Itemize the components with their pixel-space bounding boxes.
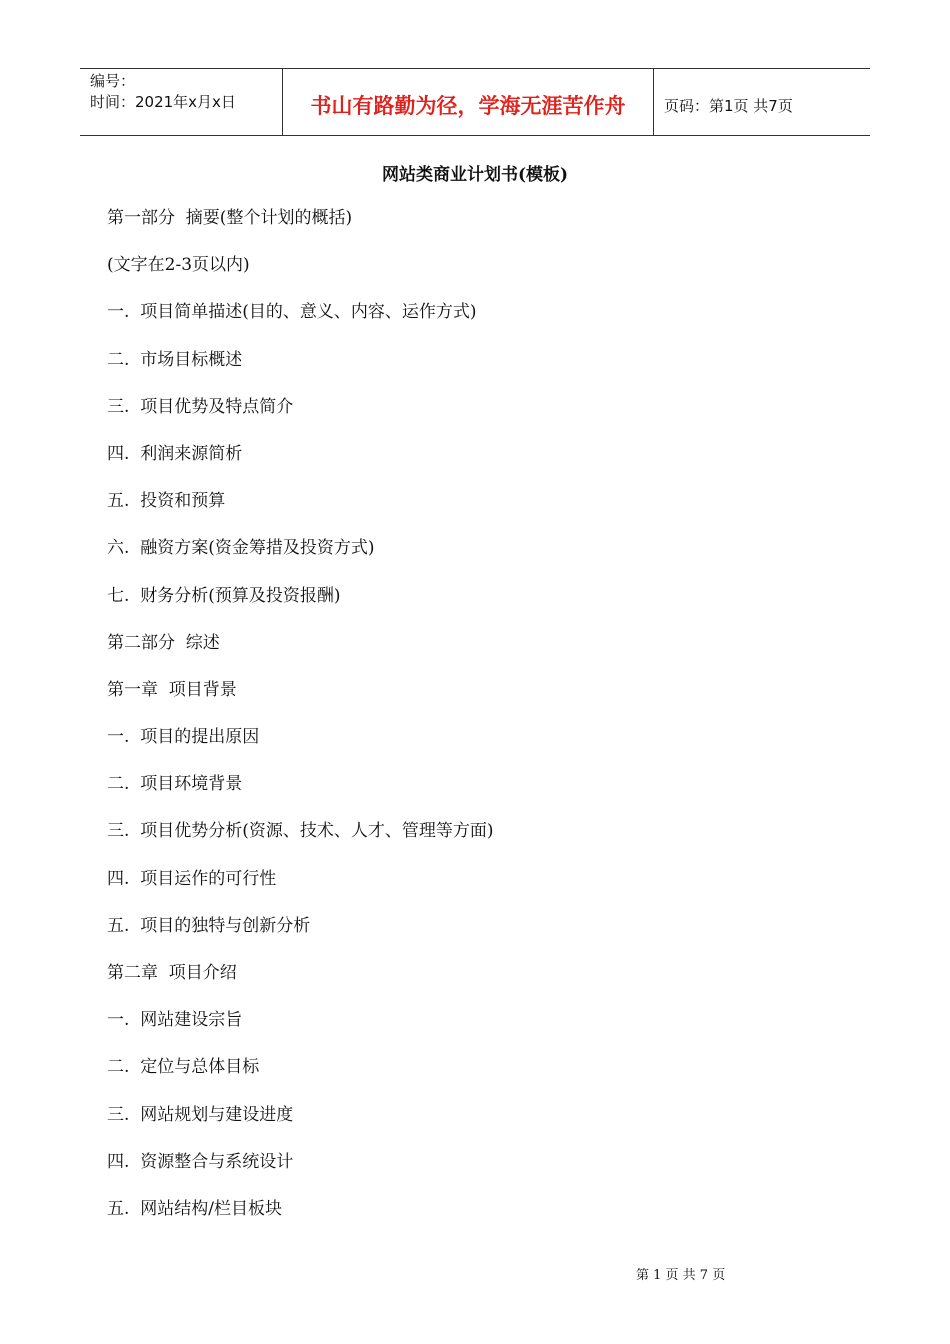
time-label: 时间：2021年x月x日 [90, 93, 236, 111]
number-label: 编号： [90, 72, 136, 90]
body-line: 四. 项目运作的可行性 [107, 868, 277, 889]
body-line: 七. 财务分析(预算及投资报酬) [107, 585, 341, 606]
body-line: 五. 投资和预算 [107, 491, 226, 512]
body-line: (文字在2-3页以内) [107, 255, 250, 276]
body-line: 二. 市场目标概述 [107, 349, 243, 370]
page-footer: 第 1 页 共 7 页 [636, 1268, 726, 1283]
body-line: 一. 项目的提出原因 [107, 727, 260, 748]
body-line: 三. 项目优势分析(资源、技术、人才、管理等方面) [107, 821, 494, 842]
body-line: 三. 项目优势及特点简介 [107, 396, 294, 417]
body-line: 第一部分 摘要(整个计划的概括) [107, 208, 353, 228]
body-line: 五. 网站结构/栏目板块 [107, 1198, 282, 1219]
body-line: 一. 项目简单描述(目的、意义、内容、运作方式) [107, 302, 477, 323]
page-header [80, 68, 870, 136]
body-line: 一. 网站建设宗旨 [107, 1010, 243, 1031]
body-line: 第二部分 综述 [107, 632, 220, 653]
header-page-info: 页码：第1页 共7页 [664, 96, 793, 115]
body-line: 二. 项目环境背景 [107, 774, 243, 795]
body-line: 四. 资源整合与系统设计 [107, 1151, 294, 1172]
header-motto: 书山有路勤为径，学海无涯苦作舟 [282, 69, 654, 135]
body-line: 三. 网站规划与建设进度 [107, 1104, 294, 1125]
body-line: 四. 利润来源简析 [107, 443, 243, 464]
document-title: 网站类商业计划书(模板) [381, 165, 569, 185]
body-line: 第二章 项目介绍 [107, 963, 237, 983]
body-line: 第一章 项目背景 [107, 679, 237, 700]
body-line: 二. 定位与总体目标 [107, 1057, 260, 1078]
document-body [107, 206, 493, 1244]
body-line: 五. 项目的独特与创新分析 [107, 915, 311, 936]
header-meta [80, 69, 282, 135]
body-line: 六. 融资方案(资金筹措及投资方式) [107, 538, 375, 559]
